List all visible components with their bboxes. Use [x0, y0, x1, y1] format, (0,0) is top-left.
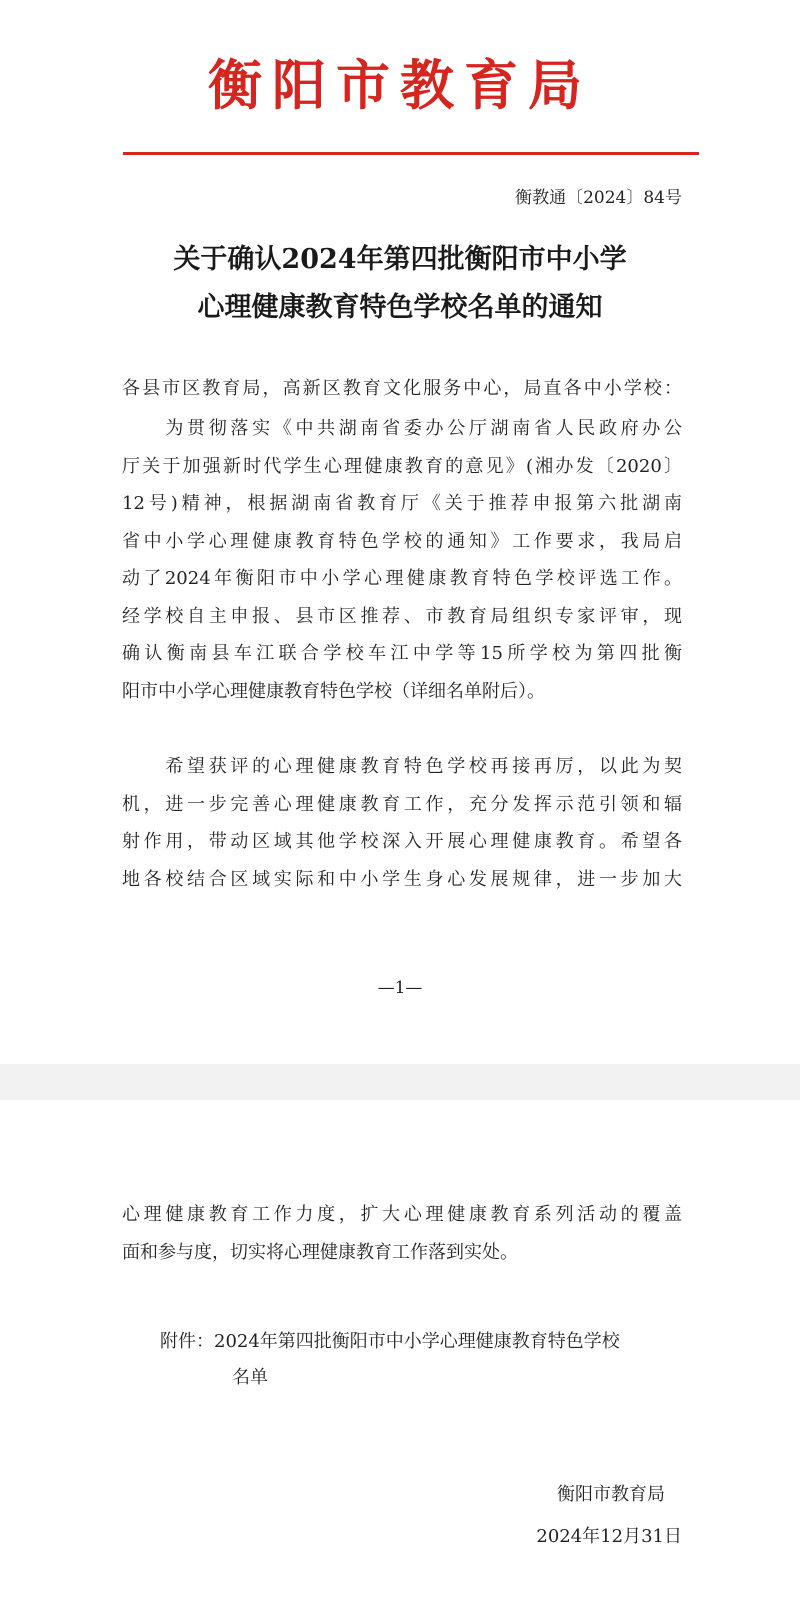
paragraph-line: 心理健康教育工作力度，扩大心理健康教育系列活动的覆盖	[122, 1204, 682, 1225]
paragraph-line: 12号)精神，根据湖南省教育厅《关于推荐申报第六批湖南	[122, 493, 682, 514]
page-separator	[0, 1064, 800, 1100]
notice-title-line-2: 心理健康教育特色学校名单的通知	[197, 292, 603, 323]
masthead-org-title: 衡阳市教育局	[208, 54, 592, 117]
paragraph-line: 省中小学心理健康教育特色学校的通知》工作要求，我局启	[122, 530, 682, 552]
attachment-note	[160, 1324, 680, 1396]
notice-title	[0, 236, 800, 332]
paragraph-line: 机，进一步完善心理健康教育工作，充分发挥示范引领和辐	[122, 793, 682, 815]
notice-title-line-1: 关于确认2024年第四批衡阳市中小学	[173, 244, 627, 275]
paragraph-line: 为贯彻落实《中共湖南省委办公厅湖南省人民政府办公	[122, 418, 682, 439]
paragraph-line: 确认衡南县车江联合学校车江中学等15所学校为第四批衡	[122, 643, 682, 664]
signature-date: 2024年12月31日	[536, 1526, 682, 1547]
paragraph-line: 经学校自主申报、县市区推荐、市教育局组织专家评审，现	[122, 605, 682, 627]
paragraph-2-part-2	[122, 1196, 682, 1271]
paragraph-line: 动了2024年衡阳市中小学心理健康教育特色学校评选工作。	[122, 568, 682, 589]
addressee	[122, 370, 682, 408]
addressee-line: 各县市区教育局，高新区教育文化服务中心，局直各中小学校：	[122, 378, 682, 399]
paragraph-1	[122, 410, 682, 710]
paragraph-line: 希望获评的心理健康教育特色学校再接再厉，以此为契	[122, 756, 682, 777]
paragraph-line: 面和参与度，切实将心理健康教育工作落到实处。	[122, 1241, 518, 1263]
paragraph-line: 射作用，带动区域其他学校深入开展心理健康教育。希望各	[122, 831, 682, 852]
document-number: 衡教通〔2024〕84号	[515, 188, 682, 208]
attachment-line-2: 名单	[232, 1367, 268, 1388]
paragraph-line: 地各校结合区域实际和中小学生身心发展规律，进一步加大	[122, 868, 682, 890]
paragraph-2-part-1	[122, 748, 682, 898]
signature-org: 衡阳市教育局	[557, 1484, 665, 1505]
paragraph-line: 阳市中小学心理健康教育特色学校（详细名单附后）。	[122, 680, 545, 702]
page-number: —1—	[377, 978, 423, 998]
paragraph-line: 厅关于加强新时代学生心理健康教育的意见》(湘办发〔2020〕	[122, 455, 682, 477]
attachment-line-1: 附件：2024年第四批衡阳市中小学心理健康教育特色学校	[160, 1331, 620, 1352]
red-header-rule	[123, 152, 699, 155]
